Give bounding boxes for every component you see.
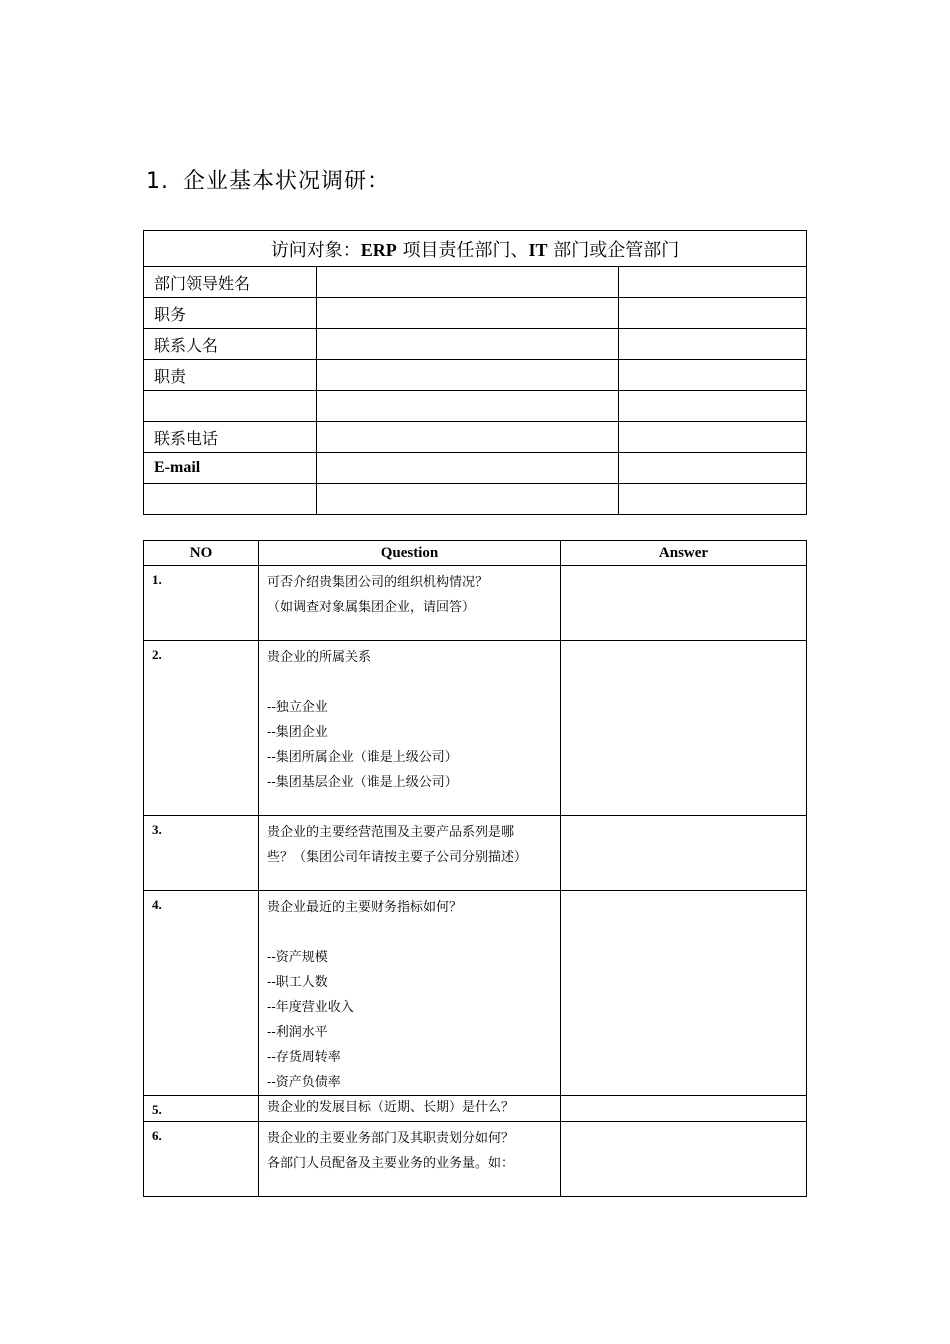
contact-row-label: 联系人名 — [144, 329, 317, 360]
question-line: --存货周转率 — [267, 1050, 341, 1065]
contact-row-label: 联系电话 — [144, 422, 317, 453]
contact-extra-cell[interactable] — [619, 422, 807, 453]
question-line: 贵企业的所属关系 — [267, 650, 372, 665]
question-table-header — [144, 541, 807, 566]
question-line: 贵企业的主要经营范围及主要产品系列是哪 — [267, 825, 515, 840]
question-line: --利润水平 — [267, 1025, 328, 1040]
question-row — [144, 816, 807, 891]
question-line: 些？（集团公司年请按主要子公司分别描述） — [267, 850, 528, 865]
contact-value-cell[interactable] — [317, 484, 619, 515]
question-row — [144, 1122, 807, 1197]
question-line: --资产负债率 — [267, 1075, 341, 1090]
section-heading — [146, 164, 390, 195]
contact-value-cell[interactable] — [317, 329, 619, 360]
contact-extra-cell[interactable] — [619, 329, 807, 360]
question-line-gap — [267, 670, 554, 695]
question-line: --职工人数 — [267, 975, 328, 990]
contact-value-cell[interactable] — [317, 298, 619, 329]
contact-extra-cell[interactable] — [619, 453, 807, 484]
contact-extra-cell[interactable] — [619, 484, 807, 515]
contact-row — [144, 360, 807, 391]
header-no: NO — [144, 541, 259, 566]
question-number: 2. — [144, 641, 259, 816]
header-question: Question — [259, 541, 561, 566]
question-number: 3. — [144, 816, 259, 891]
title-suffix: 部门或企管部门 — [547, 239, 680, 261]
question-text — [259, 1096, 561, 1122]
title-mid: 项目责任部门、 — [396, 239, 529, 261]
contact-row — [144, 329, 807, 360]
contact-value-cell[interactable] — [317, 391, 619, 422]
contact-row — [144, 391, 807, 422]
question-text — [259, 1122, 561, 1197]
question-line: 贵企业的发展目标（近期、长期）是什么？ — [267, 1100, 515, 1115]
contact-table-title-row — [144, 231, 807, 267]
question-line: --独立企业 — [267, 700, 328, 715]
question-line: 贵企业最近的主要财务指标如何？ — [267, 900, 463, 915]
answer-cell[interactable] — [561, 1096, 807, 1122]
header-answer: Answer — [561, 541, 807, 566]
contact-value-cell[interactable] — [317, 267, 619, 298]
question-text — [259, 816, 561, 891]
answer-cell[interactable] — [561, 816, 807, 891]
answer-cell[interactable] — [561, 566, 807, 641]
contact-value-cell[interactable] — [317, 453, 619, 484]
question-line: --集团基层企业（谁是上级公司） — [267, 775, 458, 790]
contact-row-label: 职务 — [144, 298, 317, 329]
question-line: --集团企业 — [267, 725, 328, 740]
contact-row — [144, 484, 807, 515]
question-table — [143, 540, 807, 1197]
question-line: 贵企业的主要业务部门及其职责划分如何？ — [267, 1131, 515, 1146]
contact-extra-cell[interactable] — [619, 360, 807, 391]
question-line: --资产规模 — [267, 950, 328, 965]
answer-cell[interactable] — [561, 641, 807, 816]
contact-row — [144, 453, 807, 484]
question-row — [144, 1096, 807, 1122]
contact-extra-cell[interactable] — [619, 298, 807, 329]
title-prefix: 访问对象： — [270, 239, 361, 261]
answer-cell[interactable] — [561, 891, 807, 1096]
contact-extra-cell[interactable] — [619, 391, 807, 422]
contact-row-label: 职责 — [144, 360, 317, 391]
section-number: 1. — [146, 169, 169, 194]
section-title: 企业基本状况调研： — [183, 169, 391, 194]
contact-info-table — [143, 230, 807, 515]
contact-row-label: 部门领导姓名 — [144, 267, 317, 298]
question-row — [144, 566, 807, 641]
contact-value-cell[interactable] — [317, 422, 619, 453]
title-it: IT — [528, 239, 548, 260]
question-number: 6. — [144, 1122, 259, 1197]
contact-row — [144, 298, 807, 329]
question-line: --集团所属企业（谁是上级公司） — [267, 750, 458, 765]
contact-row — [144, 422, 807, 453]
title-erp: ERP — [360, 239, 397, 260]
question-line: （如调查对象属集团企业，请回答） — [267, 600, 476, 615]
question-line-gap — [267, 920, 554, 945]
question-number: 5. — [144, 1096, 259, 1122]
answer-cell[interactable] — [561, 1122, 807, 1197]
question-row — [144, 641, 807, 816]
question-text — [259, 891, 561, 1096]
question-line: 可否介绍贵集团公司的组织机构情况？ — [267, 575, 489, 590]
question-row — [144, 891, 807, 1096]
contact-row-label — [144, 391, 317, 422]
question-number: 4. — [144, 891, 259, 1096]
contact-row — [144, 267, 807, 298]
contact-row-label — [144, 484, 317, 515]
contact-value-cell[interactable] — [317, 360, 619, 391]
question-line: 各部门人员配备及主要业务的业务量。如： — [267, 1156, 515, 1171]
question-number: 1. — [144, 566, 259, 641]
question-text — [259, 566, 561, 641]
question-line: --年度营业收入 — [267, 1000, 354, 1015]
contact-row-label: E-mail — [144, 453, 317, 484]
contact-table-title — [144, 231, 807, 267]
contact-extra-cell[interactable] — [619, 267, 807, 298]
question-text — [259, 641, 561, 816]
